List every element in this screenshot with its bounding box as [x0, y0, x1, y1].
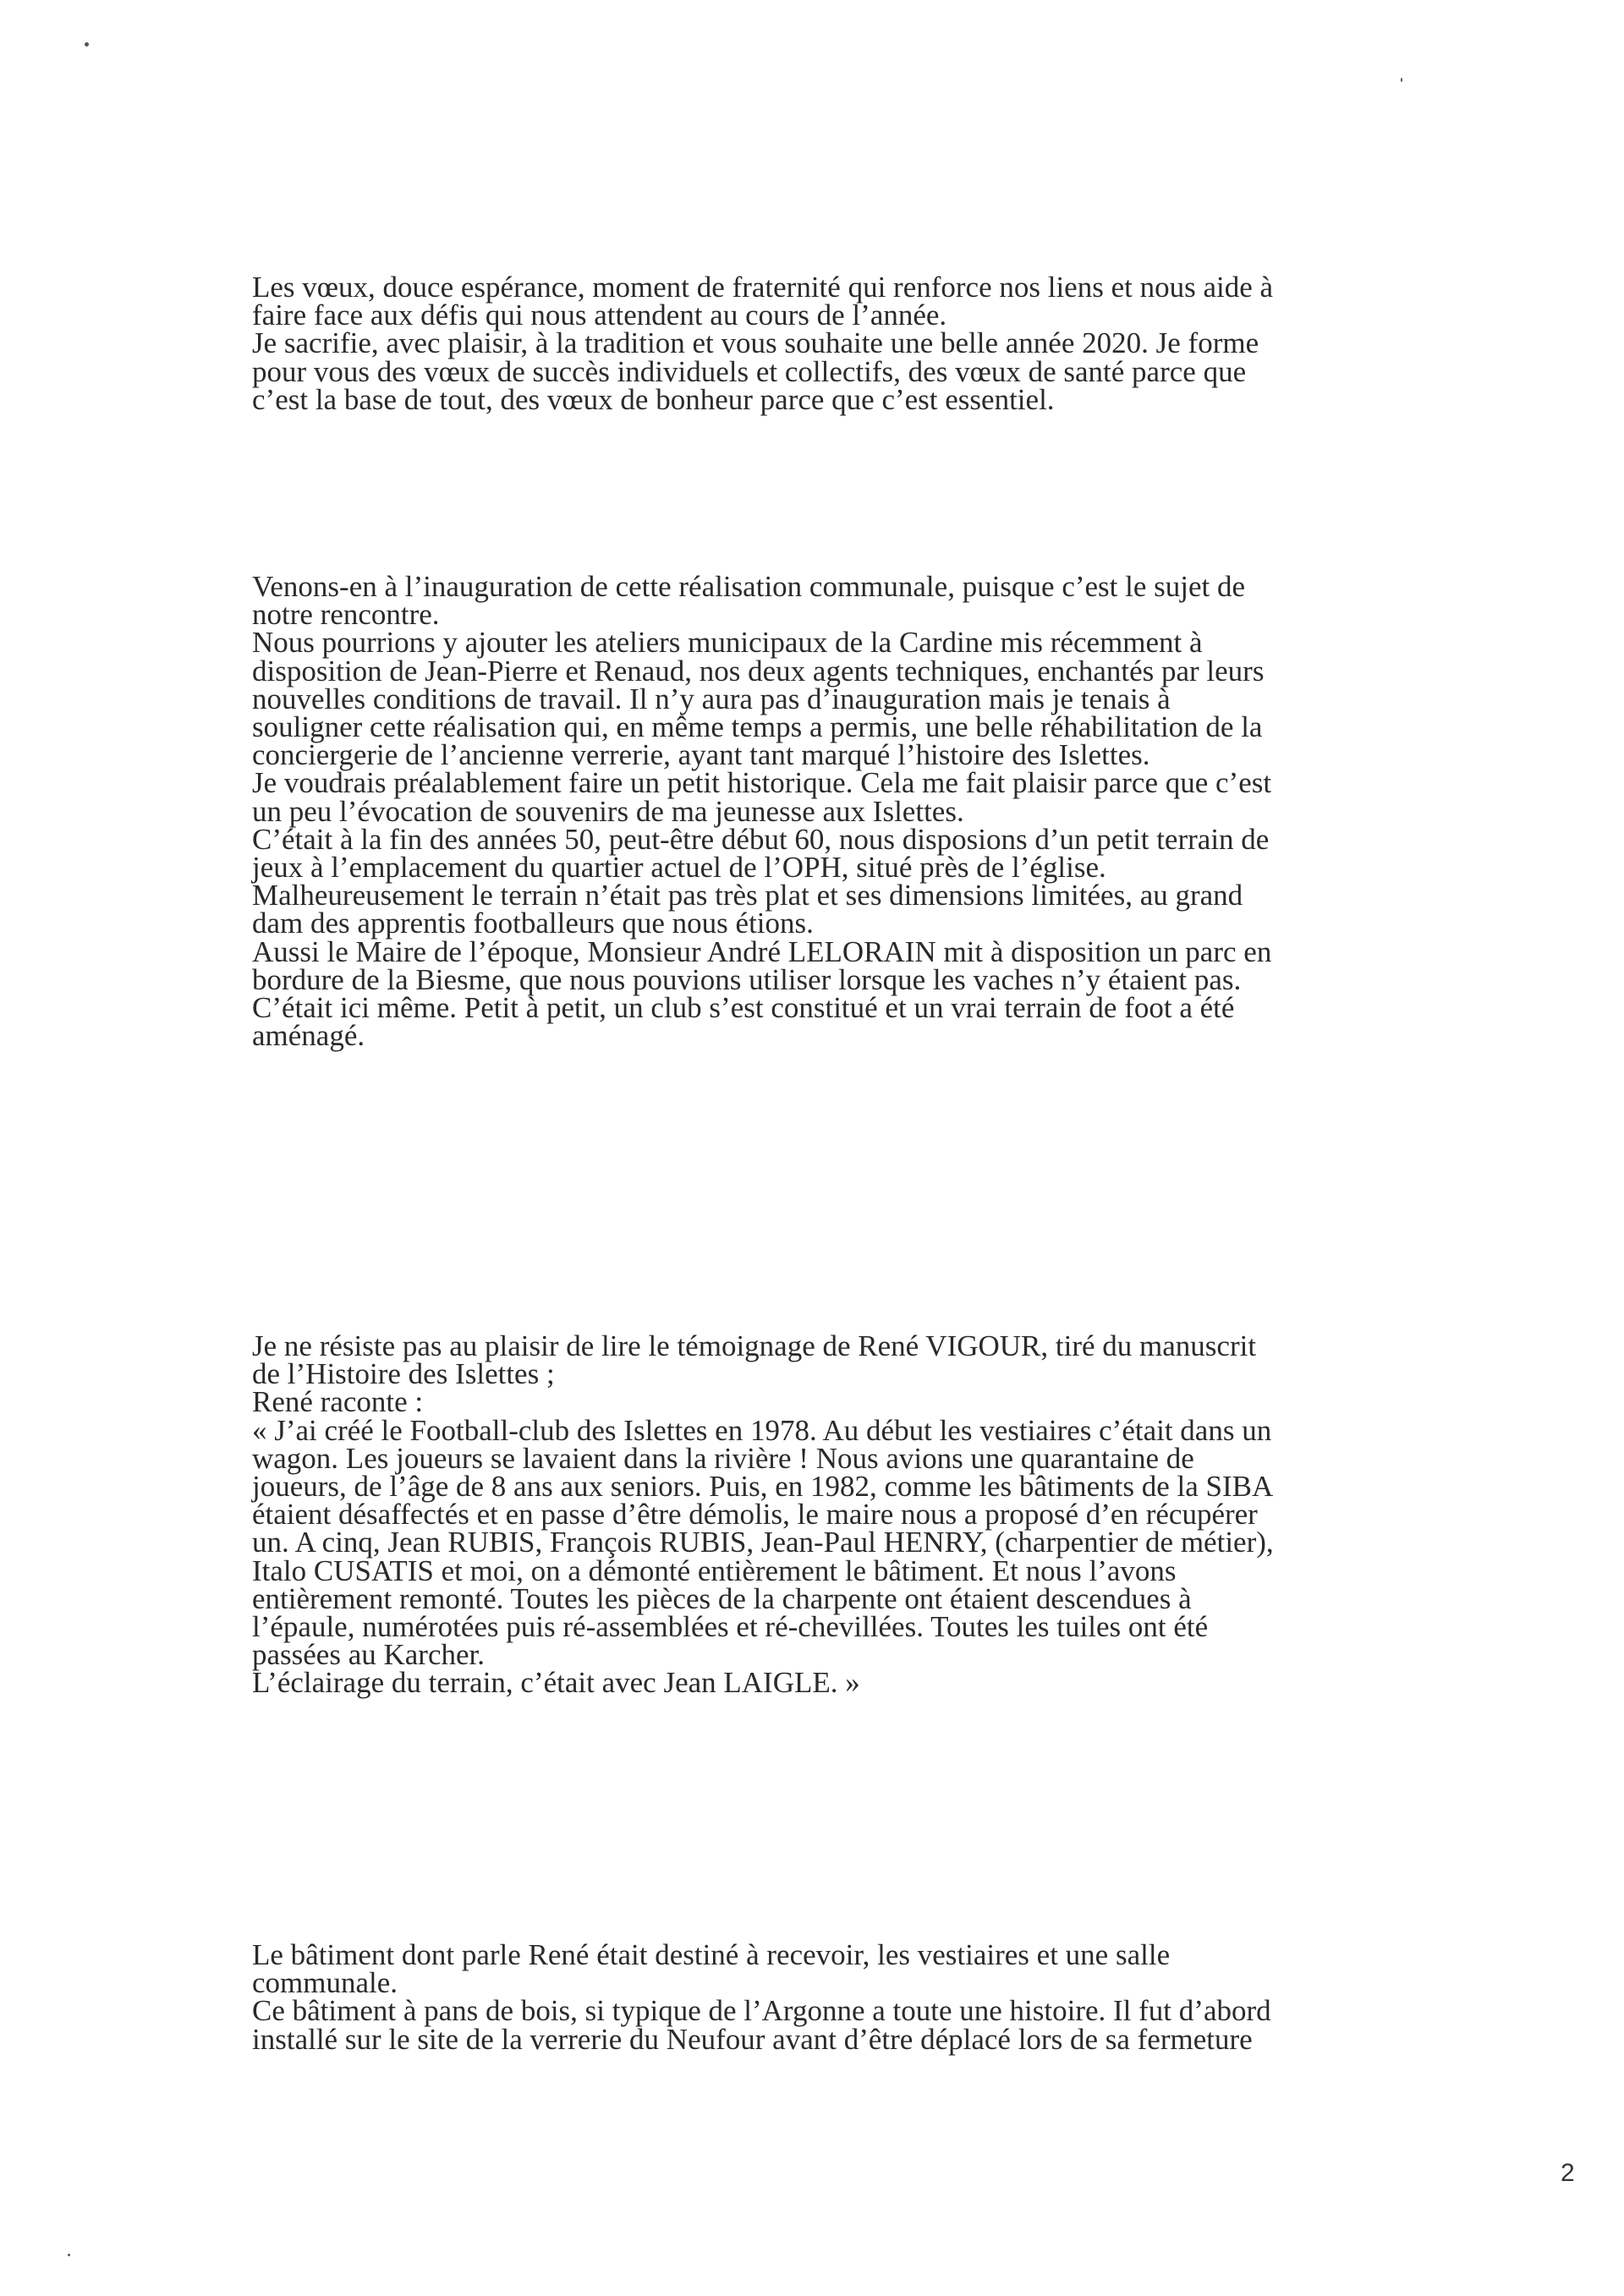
text-line: conciergerie de l’ancienne verrerie, ayant tant marqué l’histoire des Islettes. [252, 738, 1150, 772]
text-line: notre rencontre. [252, 598, 440, 632]
text-line: Aussi le Maire de l’époque, Monsieur André LELORAIN mit à disposition un parc en [252, 934, 1272, 968]
text-line: Ce bâtiment à pans de bois, si typique de l’Argonne a toute une histoire. Il fut d’abord [252, 1994, 1271, 2028]
text-line: un peu l’évocation de souvenirs de ma jeunesse aux Islettes. [252, 794, 964, 828]
text-line: étaient désaffectés et en passe d’être démolis, le maire nous a proposé d’en récupérer [252, 1498, 1258, 1532]
text-line: bordure de la Biesme, que nous pouvions utiliser lorsque les vaches n’y étaient pas. [252, 962, 1242, 996]
scan-speck [85, 42, 89, 47]
text-line: joueurs, de l’âge de 8 ans aux seniors. Puis, en 1982, comme les bâtiments de la SIBA [252, 1470, 1274, 1503]
text-line: Malheureusement le terrain n’était pas très plat et ses dimensions limitées, au grand [252, 879, 1243, 912]
text-line: un. A cinq, Jean RUBIS, François RUBIS, Jean-Paul HENRY, (charpentier de métier), [252, 1526, 1274, 1559]
text-line: passées au Karcher. [252, 1638, 486, 1672]
page-number: 2 [1561, 2159, 1575, 2187]
text-line: dam des apprentis footballeurs que nous étions. [252, 907, 814, 940]
text-line: Italo CUSATIS et moi, on a démonté entièrement le bâtiment. Et nous l’avons [252, 1553, 1177, 1587]
text-line: Je voudrais préalablement faire un petit historique. Cela me fait plaisir parce que c’est [252, 766, 1272, 800]
text-line: nouvelles conditions de travail. Il n’y aura pas d’inauguration mais je tenais à [252, 682, 1171, 715]
text-line: Je ne résiste pas au plaisir de lire le témoignage de René VIGOUR, tiré du manuscrit [252, 1329, 1257, 1362]
scan-speck [1401, 78, 1402, 82]
text-line: l’épaule, numérotées puis ré-assemblées et ré-chevillées. Toutes les tuiles ont été [252, 1610, 1209, 1643]
text-line: Les vœux, douce espérance, moment de fraternité qui renforce nos liens et nous aide à [252, 271, 1274, 304]
text-line: Je sacrifie, avec plaisir, à la tradition et vous souhaite une belle année 2020. Je forme [252, 326, 1259, 360]
text-line: René raconte : [252, 1385, 424, 1419]
text-line: jeux à l’emplacement du quartier actuel de l’OPH, situé près de l’église. [252, 851, 1106, 884]
text-line: souligner cette réalisation qui, en même temps a permis, une belle réhabilitation de la [252, 710, 1263, 743]
text-line: de l’Histoire des Islettes ; [252, 1357, 555, 1391]
text-line: Nous pourrions y ajouter les ateliers municipaux de la Cardine mis récemment à [252, 626, 1203, 660]
text-line: wagon. Les joueurs se lavaient dans la rivière ! Nous avions une quarantaine de [252, 1441, 1194, 1475]
text-line: installé sur le site de la verrerie du Neufour avant d’être déplacé lors de sa fermeture [252, 2022, 1253, 2056]
text-line: L’éclairage du terrain, c’était avec Jean LAIGLE. » [252, 1666, 860, 1700]
text-line: C’était à la fin des années 50, peut-être début 60, nous disposions d’un petit terrain de [252, 822, 1270, 856]
text-line: disposition de Jean-Pierre et Renaud, nos deux agents techniques, enchantés par leurs [252, 654, 1265, 688]
text-line: Le bâtiment dont parle René était destiné à recevoir, les vestiaires et une salle [252, 1938, 1171, 1971]
text-line: « J’ai créé le Football-club des Islettes en 1978. Au début les vestiaires c’était dans un [252, 1413, 1272, 1447]
text-line: pour vous des vœux de succès individuels et collectifs, des vœux de santé parce que [252, 354, 1247, 388]
scan-speck [68, 2254, 70, 2256]
text-line: C’était ici même. Petit à petit, un club s’est constitué et un vrai terrain de foot a été [252, 991, 1235, 1024]
text-line: Venons-en à l’inauguration de cette réalisation communale, puisque c’est le sujet de [252, 570, 1246, 603]
text-line: communale. [252, 1966, 398, 2000]
text-line: c’est la base de tout, des vœux de bonheur parce que c’est essentiel. [252, 382, 1055, 416]
text-line: aménagé. [252, 1019, 365, 1053]
text-line: faire face aux défis qui nous attendent au cours de l’année. [252, 299, 947, 332]
text-line: entièrement remonté. Toutes les pièces de la charpente ont étaient descendues à [252, 1581, 1192, 1615]
